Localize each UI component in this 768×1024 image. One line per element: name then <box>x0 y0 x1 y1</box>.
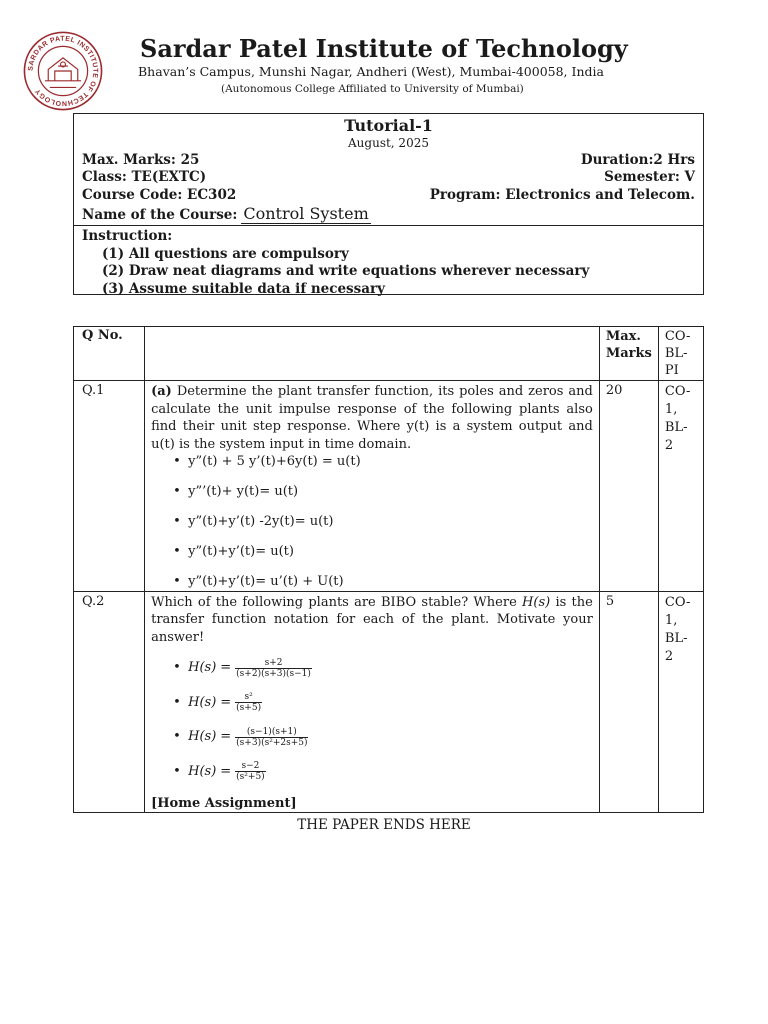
equation-item: • y”(t)+y’(t) -2y(t)= u(t) <box>151 513 593 531</box>
course-code: Course Code: EC302 <box>82 187 237 203</box>
svg-text:SARDAR PATEL INSTITUTE OF TECH: SARDAR PATEL INSTITUTE OF TECHNOLOGY <box>27 35 99 107</box>
equation-item: • y”(t) + 5 y’(t)+6y(t) = u(t) <box>151 453 593 471</box>
course-name-label: Name of the Course: <box>82 207 238 223</box>
question-row-2 <box>74 591 704 813</box>
institute-address: Bhavan’s Campus, Munshi Nagar, Andheri (West), Mumbai-400058, India <box>138 64 604 79</box>
instruction-item: (1) All questions are compulsory <box>102 245 349 262</box>
question-text <box>145 381 600 592</box>
question-co-bl: CO- 1, BL- 2 <box>658 591 703 813</box>
question-body-cont: is the transfer function notation for each of the plant. Motivate your answer! <box>151 594 593 645</box>
question-co-bl: CO- 1, BL- 2 <box>658 381 703 592</box>
fraction: $\frac{s+2}{(s+2)(s+3)(s-1)}$ <box>236 657 311 679</box>
institute-name: Sardar Patel Institute of Technology <box>140 34 628 63</box>
equation-item: • y”’(t)+ y(t)= u(t) <box>151 483 593 501</box>
tutorial-title: Tutorial-1 <box>344 116 433 135</box>
semester-label: Semester: V <box>604 169 695 185</box>
instruction-item: (2) Draw neat diagrams and write equations wherever necessary <box>102 263 590 279</box>
header-question <box>145 327 600 381</box>
max-marks: Max. Marks: 25 <box>82 152 200 168</box>
tutorial-info-box <box>73 113 704 295</box>
header-co-bl-pi: CO- BL- PI <box>658 327 703 381</box>
question-number: Q.2 <box>74 591 145 813</box>
question-body: Determine the plant transfer function, its poles and zeros and calculate the unit impulse response of the following plants also find their unit step response. Where y(t) is a system output and u(t) is the system input in time domain. <box>151 384 593 452</box>
class-label: Class: TE(EXTC) <box>82 169 207 185</box>
equation-item: • y”(t)+y’(t)= u(t) <box>151 543 593 561</box>
course-name: Control System <box>243 204 369 223</box>
equation-item: • y”(t)+y’(t)= u’(t) + U(t) <box>151 573 593 591</box>
transfer-function-item: • H(s) = $\frac{(s-1)(s+1)}{\text{(s+3)(s²+2s+5)}}$ <box>151 723 593 751</box>
question-number: Q.1 <box>74 381 145 592</box>
question-table <box>73 326 704 813</box>
home-assignment-label: [Home Assignment] <box>151 795 297 811</box>
paper-end-text: THE PAPER ENDS HERE <box>297 817 471 833</box>
instruction-item: (3) Assume suitable data if necessary <box>102 280 385 297</box>
header-max-marks: Max. Marks <box>599 327 658 381</box>
tutorial-date: August, 2025 <box>348 136 429 150</box>
question-text <box>145 591 600 813</box>
transfer-function-symbol: H(s) <box>522 594 551 610</box>
course-name-row <box>82 204 695 223</box>
class-semester-row <box>82 169 695 185</box>
question-marks: 5 <box>599 591 658 813</box>
institute-seal-logo <box>22 30 104 112</box>
fraction: $\frac{s-2}{\text{(s²+5)}}$ <box>236 761 265 782</box>
transfer-function-item: • H(s) = $\frac{s-2}{\text{(s²+5)}}$ <box>151 758 593 786</box>
duration: Duration:2 Hrs <box>580 152 695 168</box>
table-header-row <box>74 327 704 381</box>
transfer-function-item: • H(s) = $\frac{s+2}{(s+2)(s+3)(s-1)}$ <box>151 654 593 682</box>
course-program-row <box>82 187 695 203</box>
transfer-function-item: • H(s) = $\frac{\text{s²}}{(s+5)}$ <box>151 689 593 717</box>
program-label: Program: Electronics and Telecom. <box>429 187 695 203</box>
instruction-heading: Instruction: <box>82 228 173 244</box>
marks-duration-row <box>82 152 695 168</box>
question-row-1 <box>74 381 704 592</box>
part-label: (a) <box>151 384 172 399</box>
question-marks: 20 <box>599 381 658 592</box>
fraction: $\frac{\text{s²}}{(s+5)}$ <box>236 692 262 713</box>
question-body: Which of the following plants are BIBO stable? Where <box>151 594 517 610</box>
tutorial-details <box>74 114 703 226</box>
header-qno: Q No. <box>74 327 145 381</box>
fraction: $\frac{(s-1)(s+1)}{\text{(s+3)(s²+2s+5)}}$ <box>236 726 308 748</box>
instructions <box>74 226 703 298</box>
institute-affiliation: (Autonomous College Affiliated to University of Mumbai) <box>221 83 524 95</box>
